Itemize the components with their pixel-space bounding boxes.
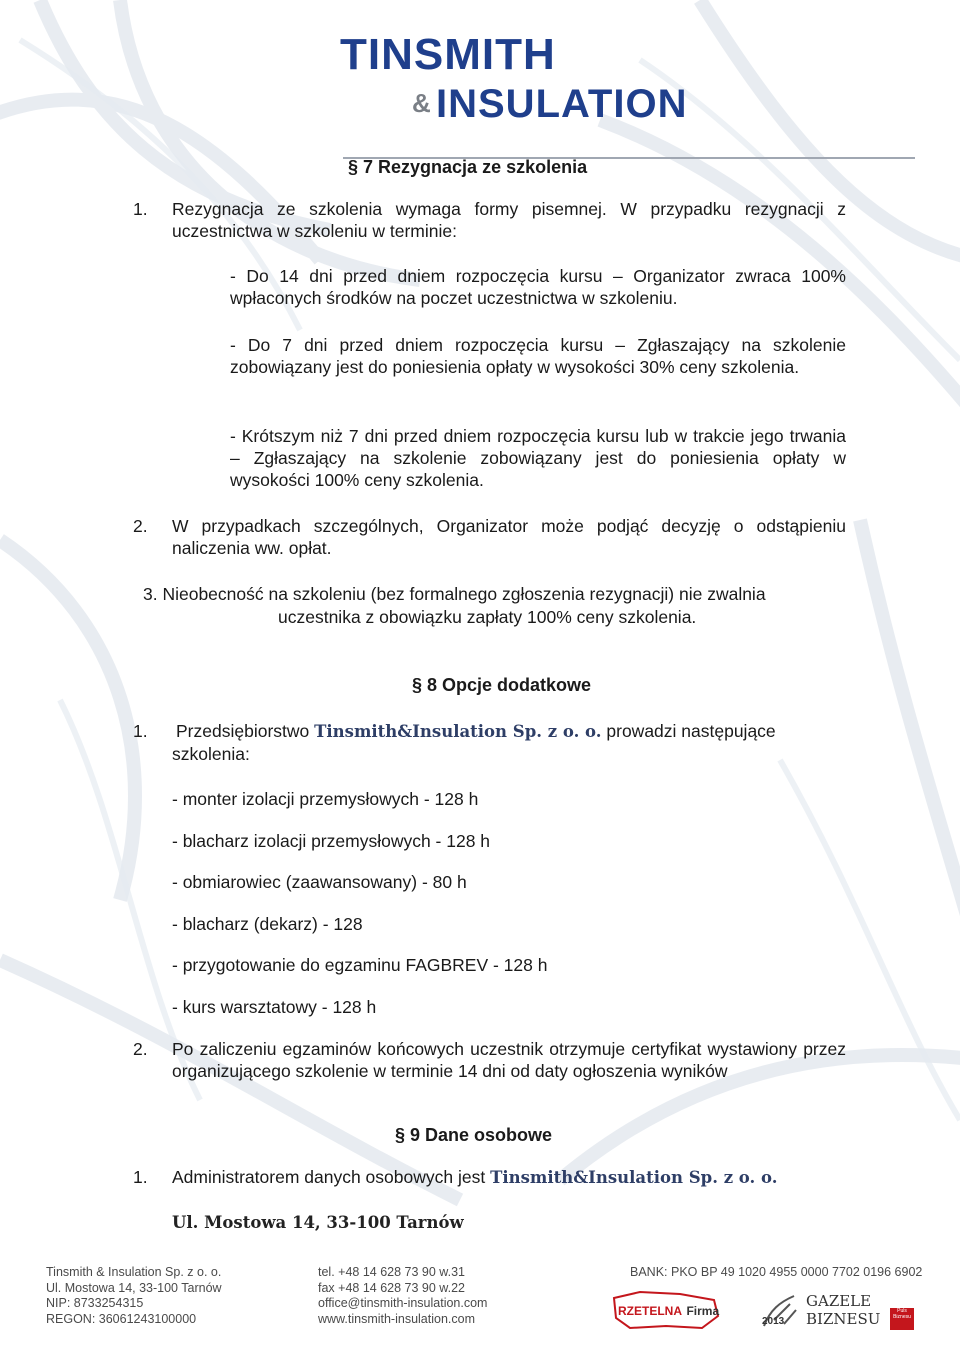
section-7-item-1-number: 1.	[133, 199, 148, 219]
section-9-item-1-number: 1.	[133, 1167, 148, 1187]
section-7-item-3-line-1: 3. Nieobecność na szkoleniu (bez formalnego zgłoszenia rezygnacji) nie zwalnia	[143, 584, 766, 604]
section-8-item-2-number: 2.	[133, 1039, 148, 1059]
course-item: - monter izolacji przemysłowych - 128 h	[172, 789, 479, 809]
biznesu-word: BIZNESU	[806, 1310, 881, 1328]
rzetelna-firma-badge	[610, 1290, 722, 1330]
section-8-heading: § 8 Opcje dodatkowe	[412, 675, 592, 695]
logo-ampersand: &	[412, 88, 431, 118]
course-item: - przygotowanie do egzaminu FAGBREV - 128 h	[172, 955, 548, 976]
gazele-biznesu-award	[760, 1290, 920, 1332]
footer-website[interactable]: www.tinsmith-insulation.com	[318, 1311, 475, 1326]
section-9-company-name: Tinsmith&Insulation Sp. z o. o.	[490, 1168, 778, 1187]
puls-biznesu-logo: Puls Biznesu	[890, 1308, 914, 1330]
section-8-item-1-pre: Przedsiębiorstwo	[176, 721, 310, 741]
gazele-year: 2013	[762, 1316, 785, 1327]
section-7-option-less-than-7-days: - Krótszym niż 7 dni przed dniem rozpoczęcia kursu lub w trakcie jego trwania – Zgłaszający na szkolenie zobowiązany jest do poniesienia opłaty w wysokości 100% ceny szkolenia.	[230, 426, 846, 490]
course-item: - blacharz izolacji przemysłowych - 128 h	[172, 830, 491, 851]
section-9-item-1-text	[172, 1166, 777, 1189]
company-logo	[340, 30, 688, 130]
section-7-item-3-line-2: uczestnika z obowiązku zapłaty 100% ceny szkolenia.	[278, 607, 697, 627]
course-item: - obmiarowiec (zaawansowany) - 80 h	[172, 872, 467, 893]
logo-line2: INSULATION	[436, 82, 688, 126]
footer-nip: NIP: 8733254315	[46, 1296, 144, 1310]
firma-word: Firma	[686, 1304, 720, 1318]
rzetelna-label	[618, 1302, 719, 1320]
course-item: - kurs warsztatowy - 128 h	[172, 996, 377, 1017]
section-9-item-1-pre: Administratorem danych osobowych jest	[172, 1167, 486, 1187]
course-list	[172, 788, 547, 1038]
section-8-item-1-number: 1.	[133, 721, 148, 741]
logo-line1: TINSMITH	[340, 30, 556, 79]
section-7-item-2-number: 2.	[133, 516, 148, 536]
section-8-item-1-post: prowadzi następujące	[606, 721, 776, 741]
footer-email[interactable]: office@tinsmith-insulation.com	[318, 1296, 488, 1310]
footer-phone: tel. +48 14 628 73 90 w.31	[318, 1265, 465, 1279]
section-7-heading: § 7 Rezygnacja ze szkolenia	[348, 157, 588, 177]
section-9-address: Ul. Mostowa 14, 33-100 Tarnów	[172, 1213, 464, 1232]
section-8-item-1-line-2: szkolenia:	[172, 744, 250, 764]
course-item: - blacharz (dekarz) - 128	[172, 913, 363, 934]
footer-company-details	[46, 1265, 222, 1327]
footer-bank-account: BANK: PKO BP 49 1020 4955 0000 7702 0196 6902	[630, 1265, 923, 1279]
section-8-item-2-text: Po zaliczeniu egzaminów końcowych uczestnik otrzymuje certyfikat wystawiony przez organizującego szkolenie w terminie 14 dni od daty ogłoszenia wyników	[172, 1039, 846, 1081]
section-7-item-2-text: W przypadkach szczególnych, Organizator może podjąć decyzję o odstąpieniu naliczenia ww. opłat.	[172, 516, 846, 558]
section-7-option-14-days: - Do 14 dni przed dniem rozpoczęcia kursu – Organizator zwraca 100% wpłaconych środków na poczet uczestnictwa w szkoleniu.	[230, 266, 846, 308]
section-7-item-1-text: Rezygnacja ze szkolenia wymaga formy pisemnej. W przypadku rezygnacji z uczestnictwa w szkoleniu w terminie:	[172, 199, 846, 241]
gazele-word: GAZELE	[806, 1292, 872, 1310]
section-7-option-7-days: - Do 7 dni przed dniem rozpoczęcia kursu – Zgłaszający na szkolenie zobowiązany jest do poniesienia opłaty w wysokości 30% ceny szkolenia.	[230, 335, 846, 377]
rzetelna-word: RZETELNA	[618, 1304, 682, 1318]
footer-fax: fax +48 14 628 73 90 w.22	[318, 1280, 465, 1295]
footer-contact-details	[318, 1265, 487, 1327]
footer-address: Ul. Mostowa 14, 33-100 Tarnów	[46, 1280, 222, 1295]
section-8-item-1-line-1	[176, 720, 776, 743]
section-9-heading: § 9 Dane osobowe	[395, 1125, 553, 1145]
footer-company-name: Tinsmith & Insulation Sp. z o. o.	[46, 1265, 222, 1279]
footer-regon: REGON: 36061243100000	[46, 1311, 197, 1326]
section-8-company-name: Tinsmith&Insulation Sp. z o. o.	[314, 722, 602, 741]
